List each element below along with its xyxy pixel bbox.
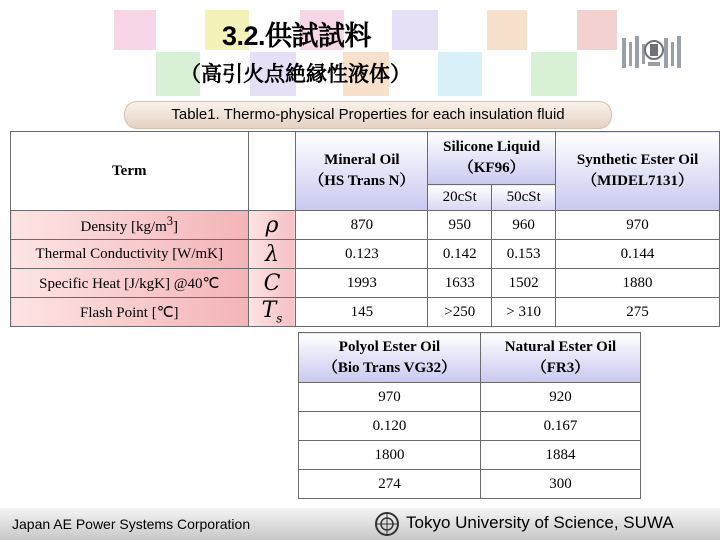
natural-ester-name: Natural Ester Oil bbox=[504, 338, 617, 355]
cell-value: 0.120 bbox=[299, 412, 481, 441]
decor-square bbox=[487, 10, 527, 50]
table-caption: Table1. Thermo-physical Properties for each insulation fluid bbox=[124, 101, 612, 129]
cell-value: 0.153 bbox=[492, 240, 556, 269]
viscosity-50cst-header: 50cSt bbox=[492, 185, 556, 211]
cell-value: 0.144 bbox=[556, 240, 720, 269]
footer-university: Tokyo University of Science, SUWA bbox=[406, 513, 674, 532]
flash-point-symbol-sub: s bbox=[276, 311, 283, 326]
silicone-liquid-header bbox=[428, 132, 556, 185]
page-title: 3.2.供試試料 bbox=[222, 21, 372, 51]
row-label: Specific Heat [J/kgK] @40℃ bbox=[11, 269, 249, 298]
cell-value: 960 bbox=[492, 211, 556, 240]
natural-ester-header bbox=[481, 333, 641, 383]
decor-square bbox=[438, 52, 482, 96]
cell-value: 0.167 bbox=[481, 412, 641, 441]
properties-table bbox=[10, 131, 720, 327]
mineral-oil-product: （HS Trans N） bbox=[309, 173, 415, 189]
table-row bbox=[11, 240, 720, 269]
cell-value: 1880 bbox=[556, 269, 720, 298]
cell-value: 920 bbox=[481, 383, 641, 412]
synthetic-ester-product: （MIDEL7131） bbox=[582, 173, 693, 189]
cell-value: 145 bbox=[296, 298, 428, 327]
cell-value: 950 bbox=[428, 211, 492, 240]
cell-value: 1502 bbox=[492, 269, 556, 298]
density-symbol: ρ bbox=[248, 211, 296, 240]
cell-value: 0.142 bbox=[428, 240, 492, 269]
cell-value: > 310 bbox=[492, 298, 556, 327]
ester-oils-table bbox=[298, 332, 641, 499]
cell-value: 274 bbox=[299, 470, 481, 499]
decor-square bbox=[114, 10, 156, 50]
cell-value: 970 bbox=[299, 383, 481, 412]
cell-value: 1884 bbox=[481, 441, 641, 470]
term-header: Term bbox=[11, 132, 249, 211]
cell-value: 300 bbox=[481, 470, 641, 499]
cell-value: 1800 bbox=[299, 441, 481, 470]
cell-value: 275 bbox=[556, 298, 720, 327]
polyol-ester-header bbox=[299, 333, 481, 383]
polyol-ester-name: Polyol Ester Oil bbox=[338, 338, 441, 355]
table-row bbox=[11, 211, 720, 240]
cell-value: 1633 bbox=[428, 269, 492, 298]
cell-value: 870 bbox=[296, 211, 428, 240]
table-row bbox=[299, 383, 641, 412]
polyol-ester-product: （Bio Trans VG32） bbox=[322, 359, 457, 376]
decor-square bbox=[577, 10, 617, 50]
cell-value: 0.123 bbox=[296, 240, 428, 269]
cell-value: >250 bbox=[428, 298, 492, 327]
synthetic-ester-header bbox=[556, 132, 720, 211]
natural-ester-product: （FR3） bbox=[531, 359, 590, 376]
mineral-oil-name: Mineral Oil bbox=[324, 152, 400, 168]
decor-square bbox=[531, 52, 577, 96]
row-label: Flash Point [℃] bbox=[11, 298, 249, 327]
flash-point-symbol-main: T bbox=[261, 298, 277, 324]
flash-point-symbol bbox=[248, 298, 296, 327]
symbol-header bbox=[248, 132, 296, 211]
table-row bbox=[11, 269, 720, 298]
university-emblem-icon bbox=[374, 511, 400, 537]
thermal-conductivity-symbol: λ bbox=[248, 240, 296, 269]
row-label: Thermal Conductivity [W/mK] bbox=[11, 240, 249, 269]
cell-value: 970 bbox=[556, 211, 720, 240]
decor-square bbox=[392, 10, 438, 50]
specific-heat-symbol: C bbox=[248, 269, 296, 298]
viscosity-20cst-header: 20cSt bbox=[428, 185, 492, 211]
cell-value: 1993 bbox=[296, 269, 428, 298]
table-row bbox=[299, 441, 641, 470]
silicone-liquid-product: （KF96） bbox=[458, 160, 525, 176]
page-subtitle: （高引火点絶縁性液体） bbox=[180, 62, 411, 86]
table-row bbox=[11, 298, 720, 327]
university-seal-icon bbox=[616, 30, 686, 76]
synthetic-ester-name: Synthetic Ester Oil bbox=[576, 152, 699, 168]
footer-company: Japan AE Power Systems Corporation bbox=[12, 516, 251, 532]
table-row bbox=[299, 470, 641, 499]
table-row bbox=[299, 412, 641, 441]
mineral-oil-header bbox=[296, 132, 428, 211]
silicone-liquid-name: Silicone Liquid bbox=[443, 139, 541, 155]
row-label: Density $[kg/m^3]$ bbox=[11, 211, 249, 240]
